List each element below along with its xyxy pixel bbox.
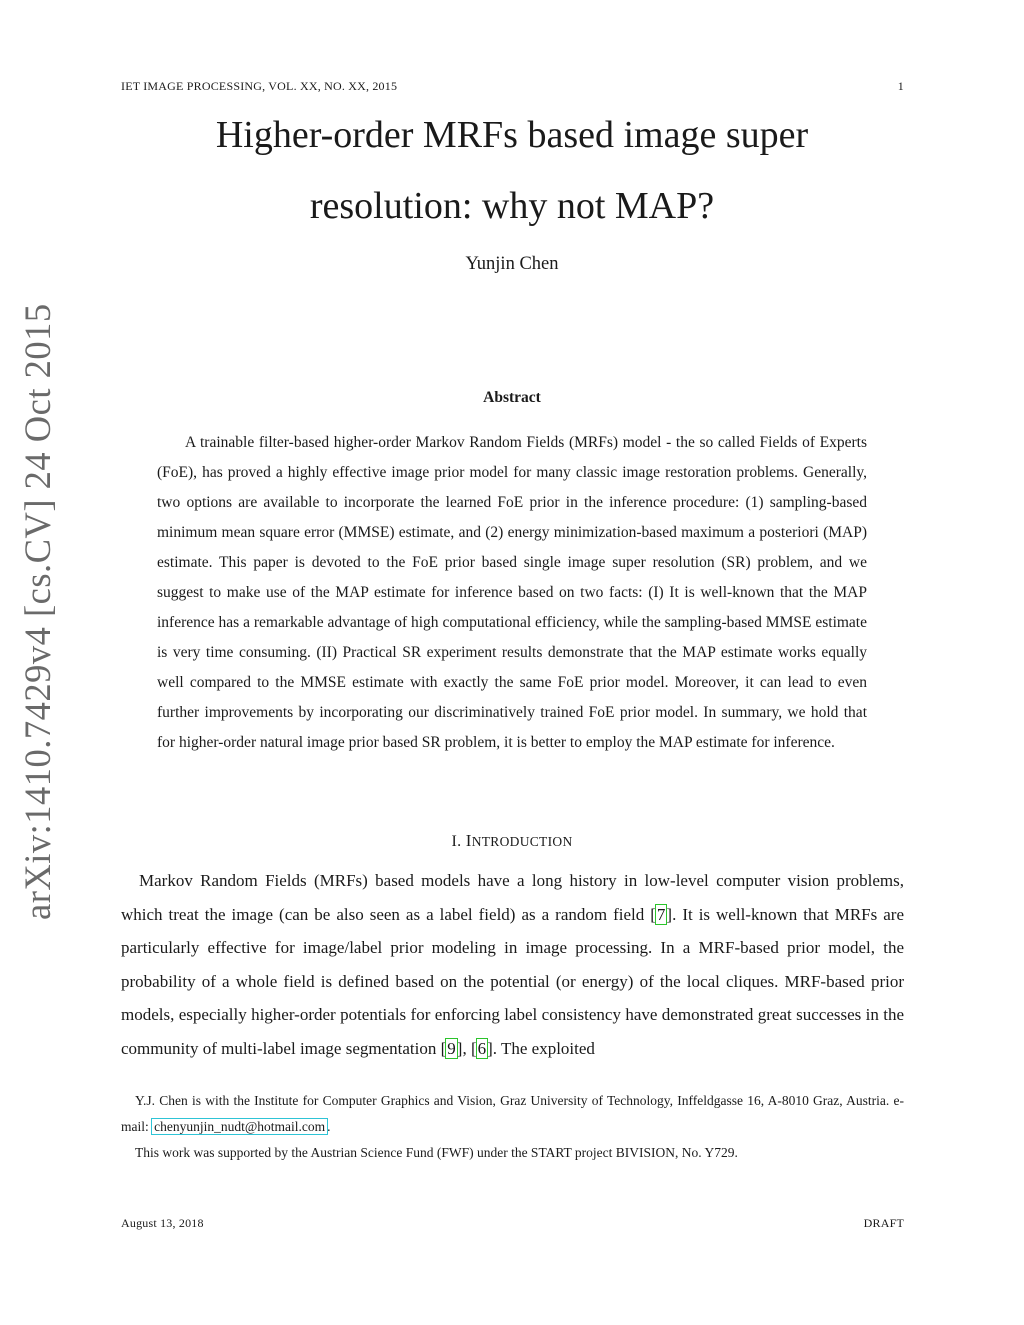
section-heading-introduction [0, 831, 1024, 851]
section-number: I. [451, 833, 466, 850]
intro-text-3: ], [ [456, 1038, 477, 1058]
footer-date: August 13, 2018 [121, 1216, 204, 1230]
intro-text-1: Markov Random Fields (MRFs) based models have a long history in low-level computer vision problems, which treat the image (can be also seen as a label field) as a random field [ [121, 871, 904, 924]
section-title-initial: I [465, 831, 472, 850]
author-name: Yunjin Chen [465, 254, 559, 274]
citation-link-7[interactable]: 7 [656, 904, 666, 924]
footer-draft-label: DRAFT [863, 1216, 904, 1230]
paper-title-line-1: Higher-order MRFs based image super [215, 114, 809, 156]
citation-link-6[interactable]: 6 [477, 1038, 487, 1058]
intro-text-4: ]. The exploited [487, 1038, 595, 1058]
footnote-funding: This work was supported by the Austrian Science Fund (FWF) under the START project BIVISION, No. Y729. [135, 1145, 738, 1160]
abstract-text: A trainable filter-based higher-order Markov Random Fields (MRFs) model - the so called Fields of Experts (FoE), has proved a highly effective image prior model for many classic image restoration problems. Generally, two options are available to incorporate the learned FoE prior in the inference procedure: (1) sampling-based minimum mean square error (MMSE) estimate, and (2) energy minimization-based maximum a posteriori (MAP) estimate. This paper is devoted to the FoE prior based single image super resolution (SR) problem, and we suggest to make use of the MAP estimate for inference based on two facts: (I) It is well-known that the MAP inference has a remarkable advantage of high computational efficiency, while the sampling-based MMSE estimate is very time consuming. (II) Practical SR experiment results demonstrate that the MAP estimate works equally well compared to the MMSE estimate with exactly the same FoE prior model. Moreover, it can lead to even further improvements by incorporating our discriminatively trained FoE prior model. In summary, we hold that for higher-order natural image prior based SR problem, it is better to employ the MAP estimate for inference. [157, 434, 867, 751]
affiliation-text: Y.J. Chen is with the Institute for Computer Graphics and Vision, Graz University of Technology, Inffeldgasse 16, A-8010 Graz, Austria. e-mail: [121, 1093, 904, 1134]
intro-text-2: ]. It is well-known that MRFs are particularly effective for image/label prior modeling in image processing. In a MRF-based prior model, the probability of a whole field is defined based on the potential (or energy) of the local cliques. MRF-based prior models, especially higher-order potentials for enforcing label consistency have demonstrated great successes in the community of multi-label image segmentation [ [121, 904, 904, 1058]
section-title-rest: NTRODUCTION [471, 834, 573, 849]
affiliation-end: . [327, 1119, 331, 1134]
footnote-affiliation [121, 1088, 904, 1140]
introduction-paragraph [121, 864, 904, 1066]
email-link[interactable]: chenyunjin_nudt@hotmail.com [154, 1119, 326, 1134]
arxiv-sidebar-stamp: arXiv:1410.7429v4 [cs.CV] 24 Oct 2015 [17, 303, 58, 920]
citation-link-9[interactable]: 9 [447, 1038, 456, 1058]
abstract-heading: Abstract [483, 389, 541, 406]
paper-title-line-2: resolution: why not MAP? [309, 185, 715, 227]
running-header: IET IMAGE PROCESSING, VOL. XX, NO. XX, 2015 [121, 79, 398, 93]
page-number: 1 [897, 79, 904, 93]
